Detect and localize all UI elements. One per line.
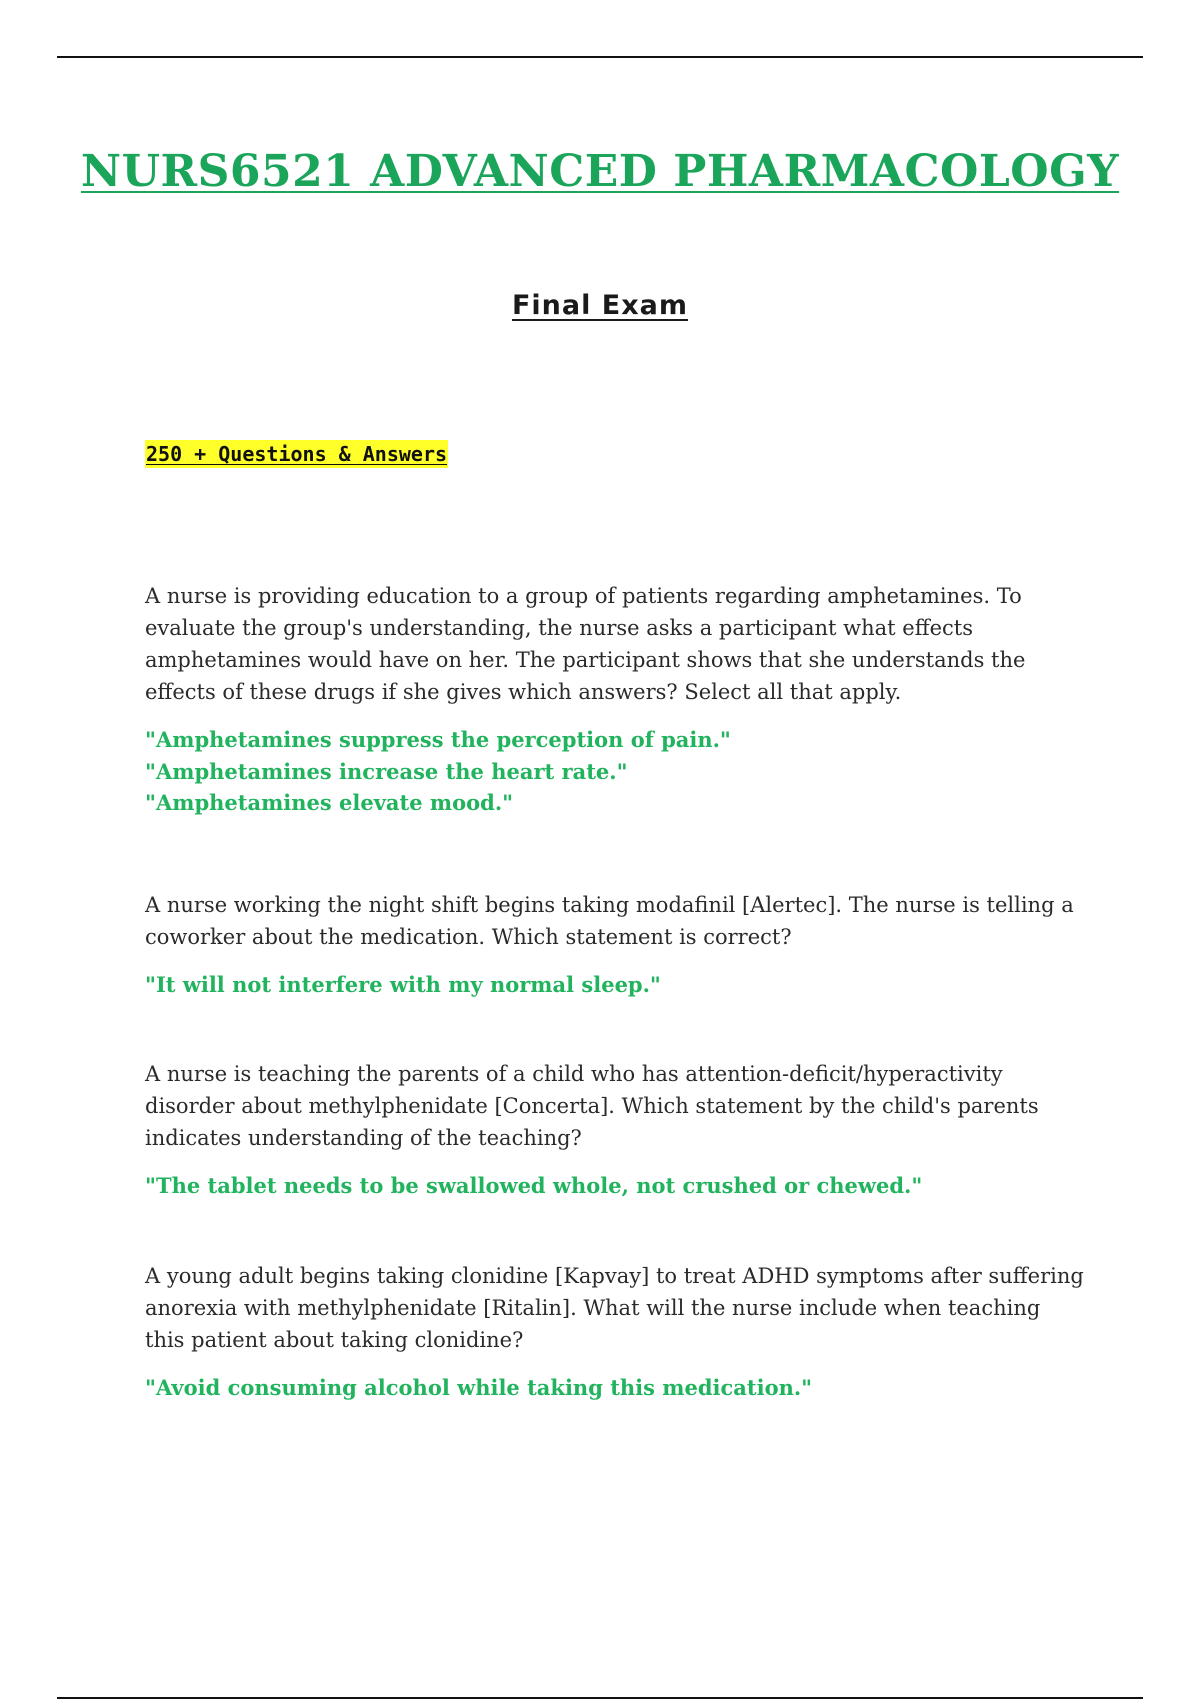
question-text: A young adult begins taking clonidine [Kapvay] to treat ADHD symptoms after suffering anorexia with methylphenidate [Ritalin]. What will the nurse include when teaching this patient about taking clonidine?: [145, 1263, 1084, 1352]
document-title: NURS6521 ADVANCED PHARMACOLOGY: [80, 146, 1120, 197]
answer-text: "Amphetamines increase the heart rate.": [145, 758, 628, 784]
answer-text: "Amphetamines suppress the perception of pain.": [145, 727, 731, 752]
answer-list: [145, 724, 1085, 819]
answer-text: "It will not interfere with my normal sleep.": [145, 971, 661, 997]
qa-item: [145, 889, 1085, 1001]
answer-list: [145, 1170, 1085, 1202]
question-text: A nurse is teaching the parents of a child who has attention-deficit/hyperactivity disorder about methylphenidate [Concerta]. Which statement by the child's parents indicates understanding of the teaching?: [145, 1062, 1039, 1150]
qa-item: [145, 1058, 1085, 1202]
qa-item: [145, 580, 1085, 819]
qa-item: [145, 1260, 1085, 1404]
question-count-highlight: 250 + Questions & Answers: [146, 442, 448, 466]
qa-list: [145, 580, 1085, 1403]
top-rule: [57, 56, 1143, 58]
answer-text: "The tablet needs to be swallowed whole, not crushed or chewed.": [145, 1173, 923, 1198]
bottom-rule: [57, 1697, 1143, 1699]
question-text: A nurse is providing education to a group of patients regarding amphetamines. To evaluate the group's understanding, the nurse asks a participant what effects amphetamines would have on her. The participant shows that she understands the effects of these drugs if she gives which answers? Select all that apply.: [145, 584, 1026, 704]
answer-list: [145, 969, 1085, 1001]
document-subtitle: Final Exam: [511, 290, 688, 321]
answer-text: "Avoid consuming alcohol while taking this medication.": [145, 1374, 813, 1400]
answer-list: [145, 1372, 1085, 1404]
question-text: A nurse working the night shift begins taking modafinil [Alertec]. The nurse is telling a coworker about the medication. Which statement is correct?: [145, 892, 1074, 949]
answer-text: "Amphetamines elevate mood.": [145, 790, 514, 815]
